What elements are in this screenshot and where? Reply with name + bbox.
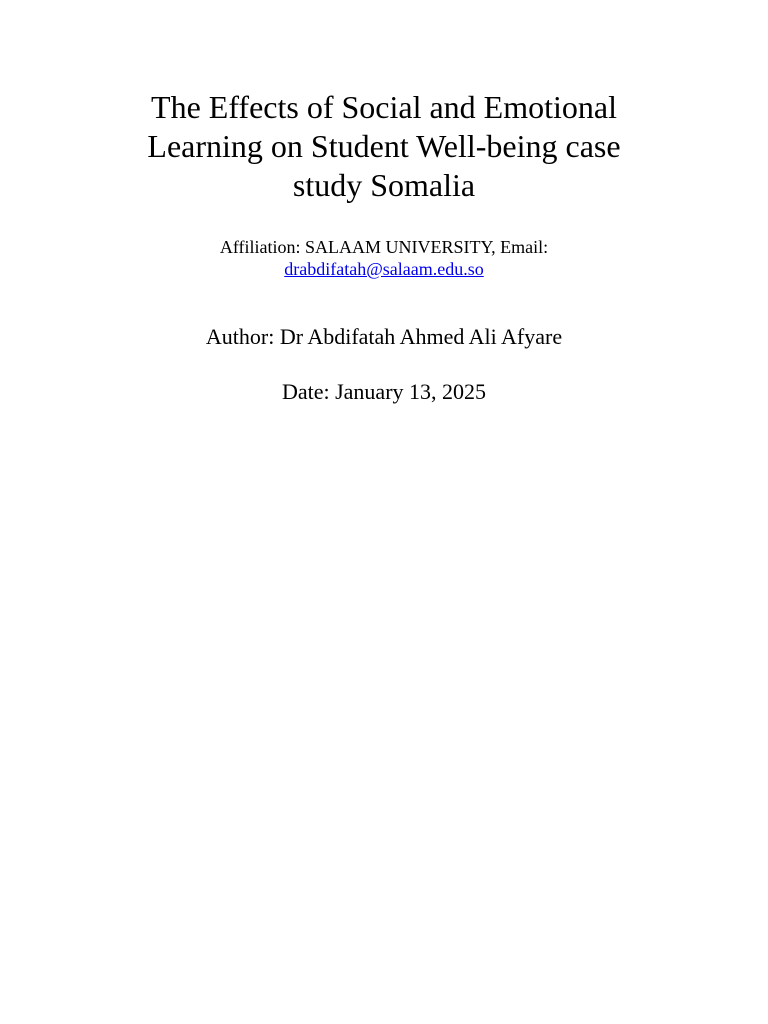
paper-title xyxy=(100,88,668,205)
email-link[interactable]: drabdifatah@salaam.edu.so xyxy=(284,259,484,279)
date-line: Date: January 13, 2025 xyxy=(281,379,487,404)
author-line: Author: Dr Abdifatah Ahmed Ali Afyare xyxy=(205,324,563,349)
affiliation-block xyxy=(100,236,668,280)
title-line-1: The Effects of Social and Emotional xyxy=(151,89,617,125)
affiliation-text: Affiliation: SALAAM UNIVERSITY, Email: xyxy=(219,237,549,257)
title-line-3: study Somalia xyxy=(292,167,476,203)
title-line-2: Learning on Student Well-being case xyxy=(147,128,621,164)
